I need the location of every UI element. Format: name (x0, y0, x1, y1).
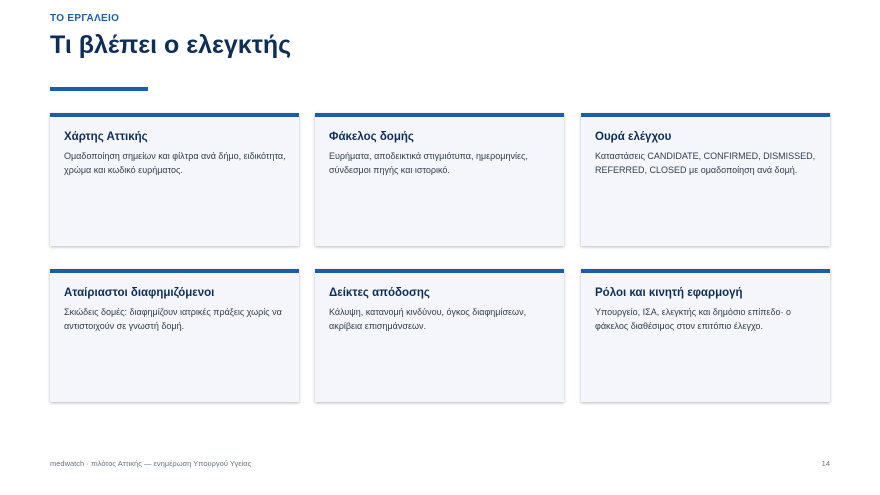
card-title: Ρόλοι και κινητή εφαρμογή (595, 287, 743, 299)
card-review-queue (581, 113, 830, 246)
card-title: Αταίριαστοι διαφημιζόμενοι (64, 287, 215, 299)
card-title: Χάρτης Αττικής (64, 131, 148, 143)
card-body: Ευρήματα, αποδεικτικά στιγμιότυπα, ημερομηνίες, σύνδεσμοι πηγής και ιστορικό. (329, 151, 528, 175)
card-title: Δείκτες απόδοσης (329, 287, 430, 299)
card-body: Καταστάσεις CANDIDATE, CONFIRMED, DISMISSED, REFERRED, CLOSED με ομαδοποίηση ανά δομή. (595, 151, 816, 175)
card-body: Ομαδοποίηση σημείων και φίλτρα ανά δήμο, ειδικότητα, χρώμα και κωδικό ευρήματος. (64, 151, 286, 175)
card-attica-map (50, 113, 299, 246)
card-title: Ουρά ελέγχου (595, 131, 672, 143)
card-body: Κάλυψη, κατανομή κινδύνου, όγκος διαφημίσεων, ακρίβεια επισημάνσεων. (329, 307, 527, 331)
card-roles-mobile-app (581, 269, 830, 402)
footer-text: medwatch · πιλότος Αττικής — ενημέρωση Υπουργού Υγείας (50, 459, 252, 468)
card-facility-file (315, 113, 564, 246)
card-body: Σκιώδεις δομές: διαφημίζουν ιατρικές πράξεις χωρίς να αντιστοιχούν σε γνωστή δομή. (64, 307, 282, 331)
title-underline (50, 87, 148, 91)
card-performance-metrics (315, 269, 564, 402)
eyebrow-label: ΤΟ ΕΡΓΑΛΕΙΟ (50, 13, 120, 24)
page-number: 14 (821, 459, 830, 468)
card-unmatched-advertisers (50, 269, 299, 402)
card-body: Υπουργείο, ΙΣΑ, ελεγκτής και δημόσιο επίπεδο· ο φάκελος διαθέσιμος στον επιτόπιο έλεγχο. (595, 307, 791, 331)
page-title: Τι βλέπει ο ελεγκτής (50, 31, 292, 59)
card-title: Φάκελος δομής (329, 131, 414, 143)
